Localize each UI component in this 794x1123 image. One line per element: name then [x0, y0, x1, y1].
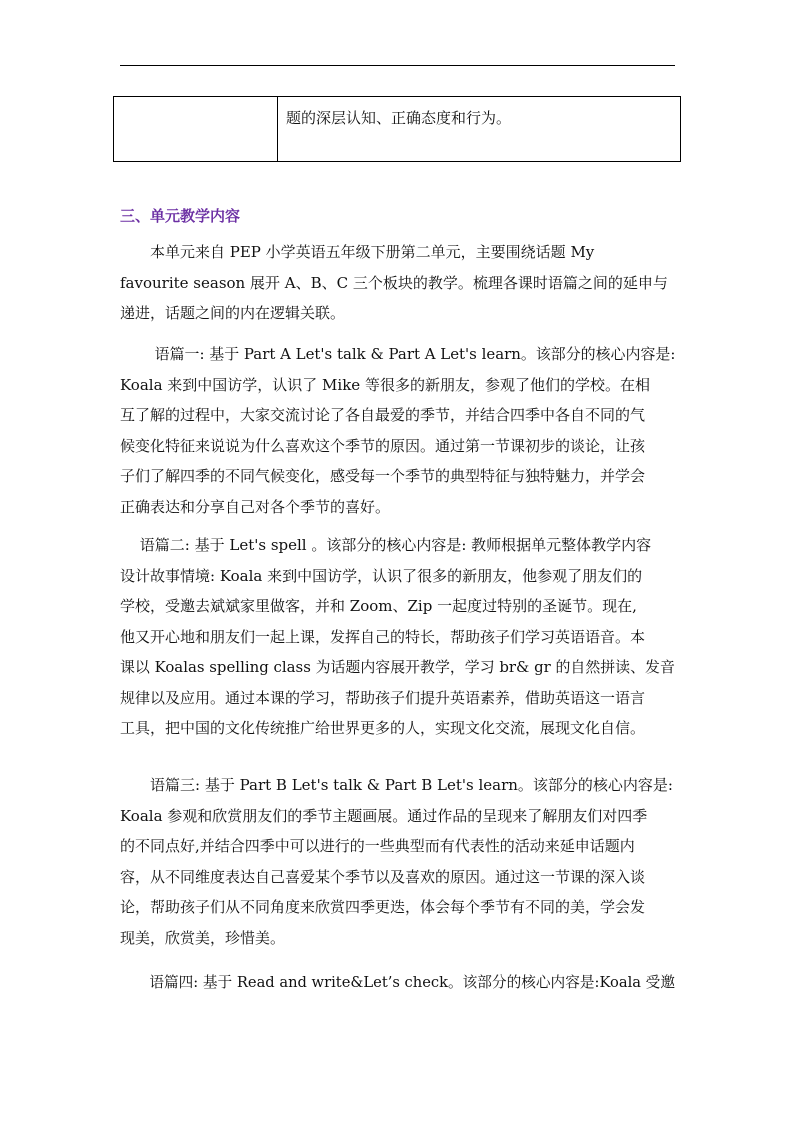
text-line: 规律以及应用。通过本课的学习，帮助孩子们提升英语素养，借助英语这一语言	[120, 688, 646, 707]
text-line: 候变化特征来说说为什么喜欢这个季节的原因。通过第一节课初步的谈论，让孩	[120, 436, 646, 455]
header-rule	[120, 65, 675, 66]
text-line: favourite season 展开 A、B、C 三个板块的教学。梳理各课时语篇之间的延申与	[120, 273, 668, 292]
text-line: 工具，把中国的文化传统推广给世界更多的人，实现文化交流，展现文化自信。	[120, 719, 646, 737]
text-line: 语篇二: 基于 Let's spell 。该部分的核心内容是: 教师根据单元整体教学内容	[120, 536, 652, 554]
content-table	[113, 96, 681, 162]
text-line: 现美，欣赏美，珍惜美。	[120, 928, 286, 947]
text-line: 学校，受邀去斌斌家里做客，并和 Zoom、Zip 一起度过特别的圣诞节。现在,	[120, 597, 637, 615]
text-line: 子们了解四季的不同气候变化，感受每一个季节的典型特征与独特魅力，并学会	[120, 467, 646, 485]
text-line: 递进，话题之间的内在逻辑关联。	[120, 304, 346, 322]
text-line: 互了解的过程中，大家交流讨论了各自最爱的季节，并结合四季中各自不同的气	[120, 406, 646, 424]
text-line: 设计故事情境: Koala 来到中国访学，认识了很多的新朋友，他参观了朋友们的	[120, 566, 643, 585]
text-line: 语篇三: 基于 Part B Let's talk & Part B Let's learn。该部分的核心内容是:	[120, 776, 673, 794]
text-line: 容，从不同维度表达自己喜爱某个季节以及喜欢的原因。通过这一节课的深入谈	[120, 867, 646, 886]
paragraph-text-1	[120, 339, 675, 522]
text-line: Koala 参观和欣赏朋友们的季节主题画展。通过作品的呈现来了解朋友们对四季	[120, 806, 648, 825]
text-line: 语篇四: 基于 Read and write&Let’s check。该部分的核心内容是:Koala 受邀	[120, 973, 675, 991]
text-line: 语篇一: 基于 Part A Let's talk & Part A Let's learn。该部分的核心内容是:	[120, 345, 676, 363]
table-cell-empty	[114, 97, 278, 162]
text-line: 本单元来自 PEP 小学英语五年级下册第二单元，主要围绕话题 My	[120, 243, 595, 261]
paragraph-text-4	[120, 967, 675, 998]
text-line: Koala 来到中国访学，认识了 Mike 等很多的新朋友，参观了他们的学校。在相	[120, 375, 650, 394]
text-line: 课以 Koalas spelling class 为话题内容展开教学，学习 br& gr 的自然拼读、发音	[120, 658, 675, 676]
text-line: 他又开心地和朋友们一起上课，发挥自己的特长，帮助孩子们学习英语语音。本	[120, 627, 646, 646]
paragraph-text-2	[120, 530, 675, 744]
text-line: 正确表达和分享自己对各个季节的喜好。	[120, 497, 391, 516]
section-title: 三、单元教学内容	[120, 207, 241, 225]
text-line: 论，帮助孩子们从不同角度来欣赏四季更迭，体会每个季节有不同的美，学会发	[120, 898, 646, 916]
paragraph-intro	[120, 237, 675, 329]
table-cell-text: 题的深层认知、正确态度和行为。	[278, 97, 681, 162]
text-line: 的不同点好,并结合四季中可以进行的一些典型而有代表性的活动来延申话题内	[120, 837, 635, 855]
paragraph-text-3	[120, 770, 675, 953]
